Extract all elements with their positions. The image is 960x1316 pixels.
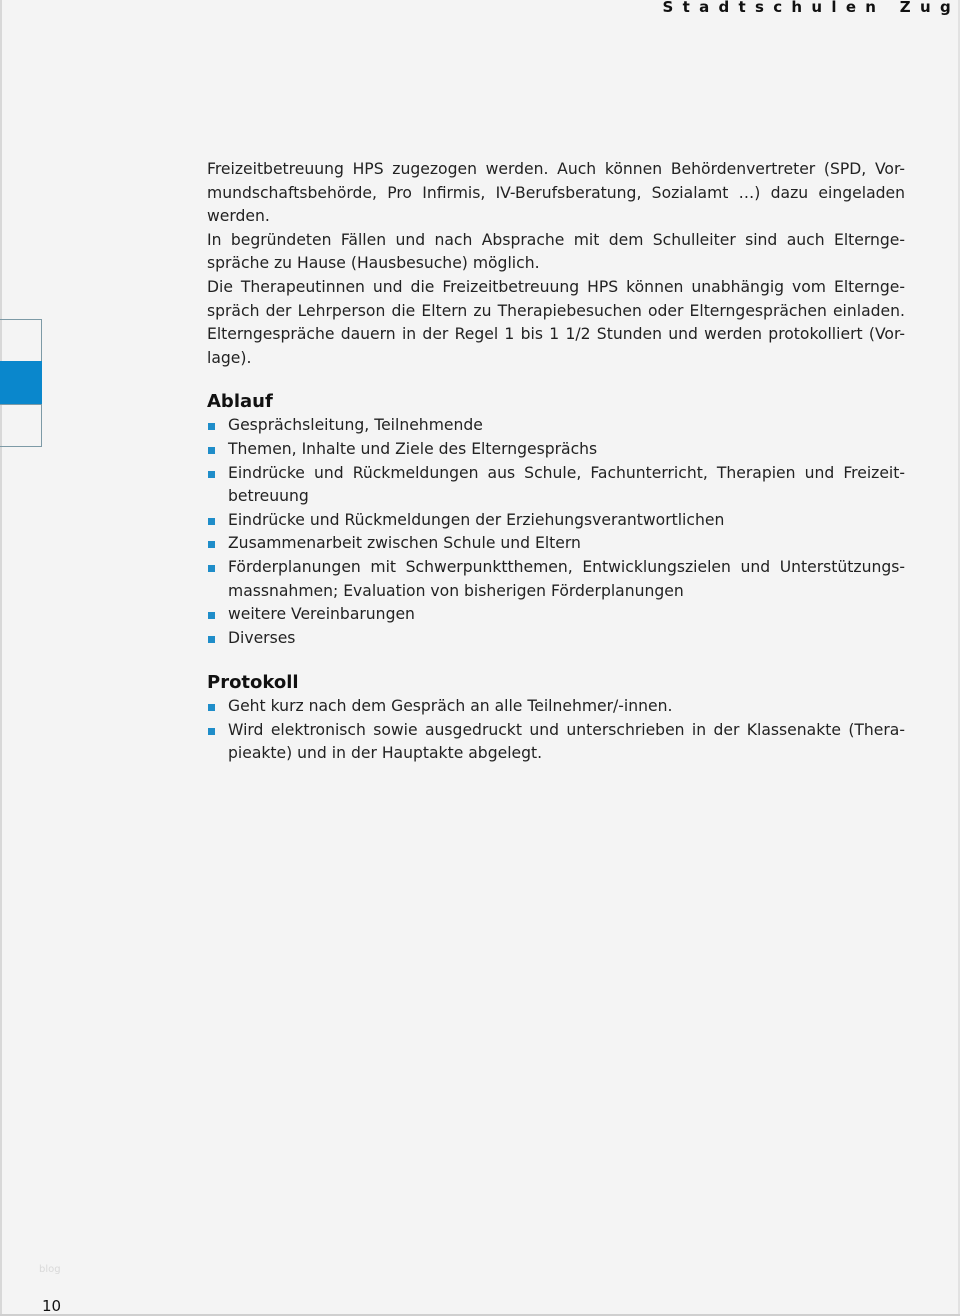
list-item-text: massnahmen; Evaluation von bisherigen Förderplanungen: [228, 581, 684, 600]
list-item-text: weitere Vereinbarungen: [228, 605, 415, 624]
list-item: [207, 556, 905, 603]
list-item-text: Diverses: [228, 628, 296, 647]
list-item: [207, 438, 905, 462]
list-item-text: pieakte) und in der Hauptakte abgelegt.: [228, 744, 543, 763]
ablauf-list: [207, 414, 905, 650]
protokoll-list: [207, 695, 905, 766]
text-line: lage).: [207, 348, 252, 367]
square-bullet-icon: [208, 704, 215, 711]
text-line: Elterngespräche dauern in der Regel 1 bis 1 1/2 Stunden und werden protokolliert (Vor-: [207, 325, 905, 344]
square-bullet-icon: [208, 636, 215, 643]
list-item: [207, 414, 905, 438]
section-heading-protokoll: Protokoll: [207, 672, 299, 694]
list-item-text: Themen, Inhalte und Ziele des Elterngesprächs: [228, 439, 598, 458]
text-line: spräche zu Hause (Hausbesuche) möglich.: [207, 254, 540, 273]
square-bullet-icon: [208, 612, 215, 619]
list-item-text: Förderplanungen mit Schwerpunktthemen, Entwicklungszielen und Unterstützungs-: [228, 557, 905, 576]
section-tab-marker-active: [0, 361, 42, 405]
watermark: blog: [39, 1264, 61, 1275]
list-item: [207, 627, 905, 651]
page-edge-left: [0, 0, 2, 1316]
text-line: werden.: [207, 207, 270, 226]
text-line: spräch der Lehrperson die Eltern zu Therapiebesuchen oder Elterngesprächen einladen.: [207, 301, 905, 320]
list-item: [207, 532, 905, 556]
section-tab-marker: [0, 319, 42, 362]
square-bullet-icon: [208, 565, 215, 572]
list-item-text: Gesprächsleitung, Teilnehmende: [228, 416, 483, 435]
text-line: Freizeitbetreuung HPS zugezogen werden. Auch können Behördenvertreter (SPD, Vor-: [207, 160, 905, 178]
square-bullet-icon: [208, 541, 215, 548]
square-bullet-icon: [208, 423, 215, 430]
list-item-text: Eindrücke und Rückmeldungen der Erziehungsverantwortlichen: [228, 510, 725, 529]
intro-paragraphs: [207, 158, 905, 370]
list-item-text: betreuung: [228, 487, 309, 506]
list-item: [207, 719, 905, 766]
list-item-text: Geht kurz nach dem Gespräch an alle Teilnehmer/-innen.: [228, 697, 673, 716]
section-heading-ablauf: Ablauf: [207, 391, 273, 413]
text-line: In begründeten Fällen und nach Absprache mit dem Schulleiter sind auch Elternge-: [207, 230, 905, 249]
section-tab-marker: [0, 404, 42, 447]
list-item-text: Eindrücke und Rückmeldungen aus Schule, Fachunterricht, Therapien und Freizeit-: [228, 463, 905, 482]
square-bullet-icon: [208, 728, 215, 735]
list-item-text: Wird elektronisch sowie ausgedruckt und unterschrieben in der Klassenakte (Thera-: [228, 720, 905, 739]
page-number: 10: [42, 1297, 62, 1315]
list-item: [207, 695, 905, 719]
text-line: mundschaftsbehörde, Pro Infirmis, IV-Berufsberatung, Sozialamt …) dazu eingeladen: [207, 183, 905, 202]
list-item: [207, 603, 905, 627]
square-bullet-icon: [208, 518, 215, 525]
square-bullet-icon: [208, 471, 215, 478]
square-bullet-icon: [208, 447, 215, 454]
list-item: [207, 462, 905, 509]
list-item: [207, 509, 905, 533]
text-line: Die Therapeutinnen und die Freizeitbetreuung HPS können unabhängig vom Elternge-: [207, 277, 905, 296]
list-item-text: Zusammenarbeit zwischen Schule und Eltern: [228, 534, 581, 553]
page-body: [207, 158, 905, 766]
running-header: Stadtschulen Zug: [662, 0, 960, 16]
